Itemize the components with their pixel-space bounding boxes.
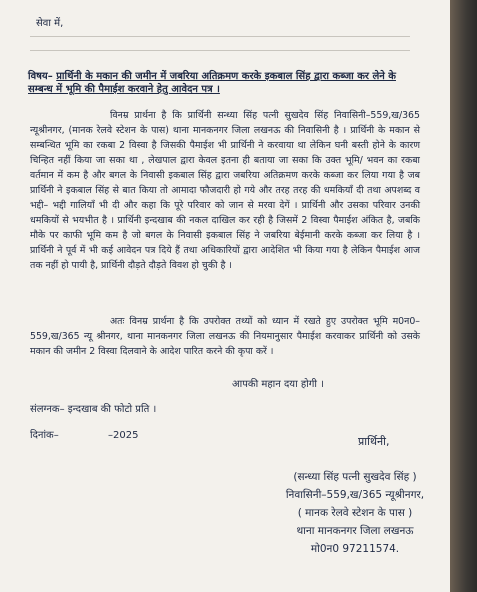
address-blank-line-1 bbox=[30, 36, 410, 37]
address-line: निवासिनी–559,ख/365 न्यूश्रीनगर, bbox=[285, 489, 425, 501]
body-paragraph-2: अतः विनम्र प्रार्थना है कि उपरोक्त तथ्यों को ध्यान में रखते हुए उपरोक्त भूमि म0न0– 559,ख/365 न्यू श्रीनगर, थाना मानकनगर जिला लखनऊ की नियमानुसार पैमाईश करवाकर प्रार्थिनी को उसके मकान की जमीन 2 विस्वा दिलवाने के आदेश पारित करने की कृपा करें । bbox=[30, 316, 420, 357]
date-value: –2025 bbox=[108, 430, 139, 441]
subject-text: प्रार्थिनी के मकान की जमीन में जबरिया अतिक्रमण करके इकबाल सिंह द्वारा कब्जा कर लेने के सम्बन्ध में भूमि की पैमाईश करवाने हेतु आवेदन पत्र । bbox=[28, 71, 396, 95]
signature-label: प्रार्थिनी, bbox=[358, 435, 390, 448]
body-paragraph-1: विनम्र प्रार्थना है कि प्रार्थिनी सन्ध्या सिंह पत्नी सुखदेव सिंह निवासिनी–559,ख/365 न्यूश्रीनगर, (मानक रेलवे स्टेशन के पास) थाना मानकनगर जिला लखनऊ की निवासिनी है । प्रार्थिनी के मकान से सम्बन्धित भूमि का रकबा 2 विस्वा है जिसकी पैमाईश भी प्रार्थिनी ने करवाया था लेकिन घनी बस्ती होने के कारण चिन्हित नहीं किया जा सका था , लेखपाल द्वारा केवल इतना ही बताया जा सका कि उक्त भूमि/ भवन का रकबा वर्तमान में कम है और बगल के निवासी इकबाल सिंह द्वारा जबरिया अतिक्रमण करके कब्जा कर लिया गया है जब प्रार्थिनी ने इकबाल सिंह से बात किया तो आमादा फौजदारी हो गये और तरह तरह की धमकियाँ दी तथा अपशब्द व भद्दी– भद्दी गालियाँ भी दी और कहा कि पूरे परिवार को जान से मरवा देगें । प्रार्थिनी और उसका परिवार उनकी धमकियों से भयभीत है । प्रार्थिनी इन्दखाब की नकल दाखिल कर रही है जिसमें 2 विस्वा पैमाईश अंकित है, जबकि मौके पर काफी भूमि कम है जो बगल के निवासी इकबाल सिंह ने जबरिया बेईमानी करके कब्जा कर लिया है । प्रार्थिनी ने पूर्व में भी कई आवेदन पत्र दिये हैं तथा अधिकारियों द्वारा आदेशित भी किया गया है लेकिन पैमाईश आज तक नहीं हो पायी है, प्रार्थिनी दौड़ते दौड़ते विवश हो चुकी है । bbox=[30, 110, 420, 271]
address-line: (सन्ध्या सिंह पत्नी सुखदेव सिंह ) bbox=[293, 471, 417, 483]
subject bbox=[28, 70, 420, 96]
address-blank-line-2 bbox=[30, 50, 410, 51]
sender-address bbox=[260, 468, 450, 558]
subject-label: विषय– bbox=[28, 71, 53, 82]
attachment-line: संलग्नक– इन्दखाब की फोटो प्रति । bbox=[30, 404, 157, 415]
address-line: मो0न0 97211574. bbox=[310, 543, 400, 555]
address-line: ( मानक रेलवे स्टेशन के पास ) bbox=[297, 507, 413, 519]
closing-line: आपकी महान दया होगी । bbox=[232, 379, 324, 390]
address-line: थाना मानकनगर जिला लखनऊ bbox=[296, 525, 414, 537]
background-edge bbox=[450, 0, 477, 592]
salutation: सेवा में, bbox=[36, 18, 64, 29]
date-label: दिनांक– bbox=[30, 430, 59, 441]
